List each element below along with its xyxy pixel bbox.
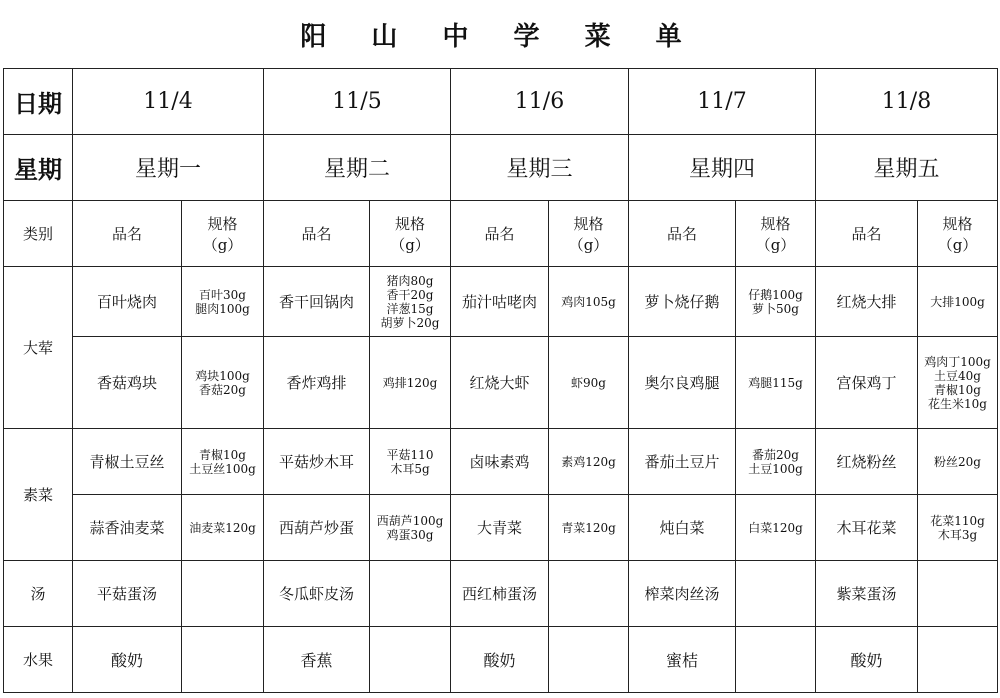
empty-spec xyxy=(549,627,629,693)
date-cell: 11/6 xyxy=(451,69,629,135)
dish-spec: 猪肉80g 香干20g 洋葱15g 胡萝卜20g xyxy=(370,267,451,337)
weekday-cell: 星期四 xyxy=(629,135,816,201)
dish-spec: 粉丝20g xyxy=(918,429,998,495)
dish-spec: 平菇110 木耳5g xyxy=(370,429,451,495)
spec-header: 规格 （g） xyxy=(918,201,998,267)
dish-name-header: 品名 xyxy=(264,201,370,267)
dish-name: 木耳花菜 xyxy=(816,495,918,561)
empty-spec xyxy=(549,561,629,627)
dish-name: 蒜香油麦菜 xyxy=(73,495,182,561)
dish-spec: 鸡肉105g xyxy=(549,267,629,337)
spec-header: 规格 （g） xyxy=(549,201,629,267)
soup-name: 紫菜蛋汤 xyxy=(816,561,918,627)
veg-row xyxy=(4,495,998,561)
empty-spec xyxy=(182,561,264,627)
dish-name: 萝卜烧仔鹅 xyxy=(629,267,736,337)
dish-name-header: 品名 xyxy=(451,201,549,267)
dish-spec: 鸡腿115g xyxy=(736,337,816,429)
meat-row xyxy=(4,267,998,337)
dish-spec: 西葫芦100g 鸡蛋30g xyxy=(370,495,451,561)
dish-spec: 素鸡120g xyxy=(549,429,629,495)
menu-title: 阳 山 中 学 菜 单 xyxy=(300,21,700,52)
spec-header: 规格 （g） xyxy=(736,201,816,267)
dish-name: 香干回锅肉 xyxy=(264,267,370,337)
weekday-label: 星期 xyxy=(4,135,73,201)
dish-spec: 鸡肉丁100g 土豆40g 青椒10g 花生米10g xyxy=(918,337,998,429)
soup-name: 榨菜肉丝汤 xyxy=(629,561,736,627)
spec-header: 规格 （g） xyxy=(182,201,264,267)
dish-name: 番茄土豆片 xyxy=(629,429,736,495)
date-label: 日期 xyxy=(4,69,73,135)
dish-spec: 鸡块100g 香菇20g xyxy=(182,337,264,429)
dish-name: 平菇炒木耳 xyxy=(264,429,370,495)
date-cell: 11/5 xyxy=(264,69,451,135)
dish-name: 宫保鸡丁 xyxy=(816,337,918,429)
dish-name-header: 品名 xyxy=(73,201,182,267)
soup-name: 西红柿蛋汤 xyxy=(451,561,549,627)
weekday-cell: 星期二 xyxy=(264,135,451,201)
date-row xyxy=(4,69,998,135)
empty-spec xyxy=(918,561,998,627)
date-cell: 11/7 xyxy=(629,69,816,135)
dish-name: 红烧粉丝 xyxy=(816,429,918,495)
dish-name: 红烧大虾 xyxy=(451,337,549,429)
category-soup: 汤 xyxy=(4,561,73,627)
date-cell: 11/4 xyxy=(73,69,264,135)
dish-name-header: 品名 xyxy=(816,201,918,267)
empty-spec xyxy=(918,627,998,693)
fruit-name: 酸奶 xyxy=(816,627,918,693)
dish-name: 大青菜 xyxy=(451,495,549,561)
soup-name: 冬瓜虾皮汤 xyxy=(264,561,370,627)
dish-name: 香菇鸡块 xyxy=(73,337,182,429)
veg-row xyxy=(4,429,998,495)
weekday-cell: 星期五 xyxy=(816,135,998,201)
empty-spec xyxy=(370,627,451,693)
dish-spec: 鸡排120g xyxy=(370,337,451,429)
dish-name: 西葫芦炒蛋 xyxy=(264,495,370,561)
dish-spec: 虾90g xyxy=(549,337,629,429)
dish-name: 青椒土豆丝 xyxy=(73,429,182,495)
date-cell: 11/8 xyxy=(816,69,998,135)
dish-spec: 青菜120g xyxy=(549,495,629,561)
dish-spec: 青椒10g 土豆丝100g xyxy=(182,429,264,495)
soup-row xyxy=(4,561,998,627)
fruit-name: 蜜桔 xyxy=(629,627,736,693)
dish-spec: 白菜120g xyxy=(736,495,816,561)
dish-name: 卤味素鸡 xyxy=(451,429,549,495)
empty-spec xyxy=(736,561,816,627)
weekday-row xyxy=(4,135,998,201)
category-fruit: 水果 xyxy=(4,627,73,693)
fruit-name: 酸奶 xyxy=(73,627,182,693)
empty-spec xyxy=(370,561,451,627)
menu-table xyxy=(3,68,998,693)
fruit-name: 香蕉 xyxy=(264,627,370,693)
meat-row xyxy=(4,337,998,429)
category-header: 类别 xyxy=(4,201,73,267)
column-header-row xyxy=(4,201,998,267)
dish-spec: 百叶30g 腿肉100g xyxy=(182,267,264,337)
dish-name: 百叶烧肉 xyxy=(73,267,182,337)
dish-spec: 仔鹅100g 萝卜50g xyxy=(736,267,816,337)
spec-header: 规格 （g） xyxy=(370,201,451,267)
dish-name: 茄汁咕咾肉 xyxy=(451,267,549,337)
empty-spec xyxy=(736,627,816,693)
category-meat: 大荤 xyxy=(4,267,73,429)
soup-name: 平菇蛋汤 xyxy=(73,561,182,627)
dish-spec: 油麦菜120g xyxy=(182,495,264,561)
fruit-name: 酸奶 xyxy=(451,627,549,693)
fruit-row xyxy=(4,627,998,693)
weekday-cell: 星期一 xyxy=(73,135,264,201)
dish-name: 炖白菜 xyxy=(629,495,736,561)
empty-spec xyxy=(182,627,264,693)
dish-spec: 番茄20g 土豆100g xyxy=(736,429,816,495)
category-veg: 素菜 xyxy=(4,429,73,561)
dish-name: 奥尔良鸡腿 xyxy=(629,337,736,429)
dish-name: 香炸鸡排 xyxy=(264,337,370,429)
dish-name-header: 品名 xyxy=(629,201,736,267)
dish-name: 红烧大排 xyxy=(816,267,918,337)
dish-spec: 大排100g xyxy=(918,267,998,337)
weekday-cell: 星期三 xyxy=(451,135,629,201)
dish-spec: 花菜110g 木耳3g xyxy=(918,495,998,561)
